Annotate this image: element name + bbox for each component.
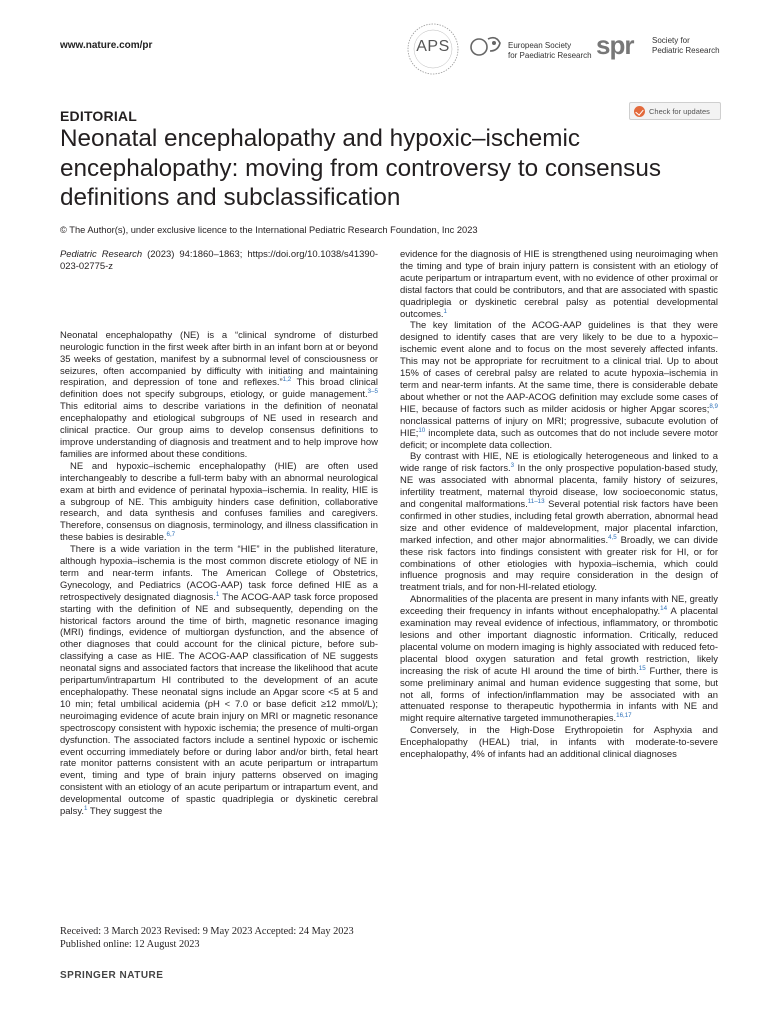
espr-logo-icon bbox=[468, 30, 506, 62]
paragraph: By contrast with HIE, NE is etiologically heterogeneous and linked to a wide range of risk factors.$^3$ In the only prospective population-based study, NE was associated with abnormal placenta, family history of seizures, infertility treatment, maternal thyroid disease, low socioeconomic status, and congenital malformations.$^{11-13}$ Several potential risk factors have been confirmed in other studies, including fetal growth aberration, abnormal head size and other evidence of maldevelopment, major placental infarction, marked infection, and other major abnormalities.$^{4,5}$ Broadly, we can divide these risk factors into findings consistent with greater risk for HI, or for combinations of other etiologies with hypoxia–ischemia, which could influence prognosis and may require consideration in the design of treatment trials, and for non-HI-related etiology. bbox=[400, 451, 719, 594]
espr-logo-text bbox=[508, 41, 592, 60]
article-type-label: EDITORIAL bbox=[60, 108, 137, 124]
received-revised-accepted: Received: 3 March 2023 Revised: 9 May 2023 Accepted: 24 May 2023 bbox=[60, 926, 354, 937]
reference-link[interactable]: 10 bbox=[418, 426, 426, 434]
publication-dates bbox=[60, 926, 354, 951]
aps-logo bbox=[406, 22, 460, 76]
reference-link[interactable]: 16,17 bbox=[616, 712, 632, 720]
reference-link[interactable]: 3–5 bbox=[367, 388, 378, 396]
reference-link[interactable]: 8,9 bbox=[709, 402, 718, 410]
article-citation[interactable] bbox=[60, 249, 378, 273]
paragraph: Conversely, in the High-Dose Erythropoietin for Asphyxia and Encephalopathy (HEAL) trial, in infants with moderate-to-severe encephalopathy, 4% of infants had an additional clinical diagnoses bbox=[400, 725, 718, 761]
reference-link[interactable]: 1,2 bbox=[282, 376, 292, 384]
reference-link[interactable]: 1 bbox=[215, 590, 220, 598]
spr-logo-mark: spr bbox=[596, 30, 634, 60]
aps-logo-text: APS bbox=[416, 38, 450, 55]
paragraph: Neonatal encephalopathy (NE) is a “clinical syndrome of disturbed neurologic function in the first week after birth in an infant born at or beyond 35 weeks of gestation, manifest by a subnormal level of consciousness or seizures, often accompanied by difficulty with initiating and maintaining respiration, and depression of tone and reflexes.”$^{1,2}$ This broad clinical definition does not specify subgroups, etiology, or guide management.$^{3-5}$ This editorial aims to describe variations in the definition of neonatal encephalopathy and etiological subgroups of NE used in research and clinical practice. Our group aims to develop consensus definitions to improve understanding of diagnosis and treatment and to help improve how families are informed about these conditions. bbox=[60, 329, 378, 460]
publisher-logo: SPRINGER NATURE bbox=[60, 970, 164, 981]
spr-line-2: Pediatric Research bbox=[652, 45, 720, 55]
citation-details: (2023) 94:1860–1863; https://doi.org/10.1038/s41390-023-02775-z bbox=[60, 249, 378, 272]
reference-link[interactable]: 14 bbox=[660, 605, 668, 613]
published-online: Published online: 12 August 2023 bbox=[60, 938, 200, 950]
paragraph: There is a wide variation in the term “HIE” in the published literature, although hypoxia–ischemia is the most common discrete etiology of NE in term and near-term infants. The American College of Obstetrics, Gynecology, and Pediatrics (ACOG-AAP) task force defined HIE as a retrospectively designated diagnosis.$^1$ The ACOG-AAP task force proposed starting with the definition of NE and subsequently, depending on the historical factors around the time of birth, magnetic resonance imaging (MRI) findings, evidence of multiorgan dysfunction, and the absence of other diagnoses that could account for the clinical picture, before sub-classifying a case as HIE. The ACOG-AAP classification of NE suggests neonatal signs and associated factors that increase the likelihood that acute peripartum/intrapartum HI contributed to the development of an acute encephalopathy. These neonatal signs include an Apgar score <5 at 5 and 10 min; fetal umbilical acidemia (pH < 7.0 or base deficit ≥12 mmol/L); neuroimaging evidence of acute brain injury on MRI or magnetic resonance spectroscopy consistent with hypoxic ischemia; the presence of multi-organ dysfunction. The associated factors include a sentinel hypoxic or ischemic event occurring immediately before or during labor and/or birth, fetal heart rate monitor patterns consistent with an acute peripartum or intrapartum event, timing and type of brain injury patterns observed on imaging consistent with an etiology of an acute peripartum or intrapartum event, and developmental outcome of spastic quadriplegia or dyskinetic cerebral palsy.$^1$ They suggest the bbox=[60, 544, 378, 818]
reference-link[interactable]: 6,7 bbox=[166, 531, 176, 539]
spr-logo-text bbox=[652, 36, 720, 55]
paragraph: evidence for the diagnosis of HIE is strengthened using neuroimaging when the timing and type of brain injury pattern is consistent with an etiology of acute peripartum or intrapartum event, with no evidence of other proximal or distal factors that could be contributors, and that are associated with spastic quadriplegia or dyskinetic cerebral palsy as potential developmental outcomes.$^1$ bbox=[400, 249, 718, 320]
society-logos bbox=[398, 20, 728, 78]
paragraph: Abnormalities of the placenta are present in many infants with NE, greatly exceeding their frequency in infants without encephalopathy.$^{14}$ A placental examination may reveal evidence of infectious, inflammatory, or thrombotic lesions and other important diagnostic information. Critically, reduced placental volume on modern imaging is highly associated with reduced feto-placental blood oxygen saturation and fetal growth restriction, likely increasing the risk of acute HI around the time of birth.$^{15}$ Further, there is some preliminary animal and human evidence suggesting that some, but not all, forms of infection/inflammation may be associated with an attenuated response to therapeutic hypothermia in infants with NE and might require alternative targeted immunotherapies.$^{16,17}$ bbox=[400, 594, 718, 725]
reference-link[interactable]: 15 bbox=[638, 664, 646, 672]
paragraph: The key limitation of the ACOG-AAP guidelines is that they were designed to identify cases that are very likely to be due to a hypoxic–ischemic event alone and to focus on the most severely affected infants. This may not be appropriate for recruitment to a clinical trial. Up to about 15% of cases of cerebral palsy are related to acute hypoxia–ischemia in term and near-term infants. At the same time, there is considerable debate about whether or not the AAP-ACOG definition may exclude some cases of HIE, because of factors such as milder acidosis or higher Apgar scores;$^{8,9}$ nonclassical patterns of injury on MRI; progressive, subacute evolution of HIE;$^{10}$ incomplete data, such as outcomes that do not include severe motor deficit; or incomplete data collection. bbox=[400, 320, 718, 451]
article-title: Neonatal encephalopathy and hypoxic–ischemic encephalopathy: moving from controversy to consensus definitions and subclassification bbox=[60, 125, 661, 211]
paragraph: NE and hypoxic–ischemic encephalopathy (HIE) are often used interchangeably to describe a full-term baby with an abnormal neurological exam at birth and evidence of perinatal hypoxia–ischemia. In reality, HIE is a subgroup of NE. This ambiguity hinders case definition, collaborative research, and data synthesis and confuses families and caregivers. Therefore, consensus on diagnosis, terminology, and illness classification in these babies is desirable.$^{6,7}$ bbox=[60, 460, 378, 544]
copyright-notice: © The Author(s), under exclusive licence to the International Pediatric Research Foundation, Inc 2023 bbox=[60, 225, 478, 235]
reference-link[interactable]: 1 bbox=[83, 805, 88, 813]
check-updates-label: Check for updates bbox=[649, 106, 710, 116]
espr-line-1: European Society bbox=[508, 41, 572, 50]
check-for-updates-button[interactable] bbox=[629, 102, 721, 120]
espr-line-2: for Paediatric Research bbox=[508, 50, 592, 60]
reference-link[interactable]: 4,5 bbox=[608, 533, 617, 541]
check-updates-icon bbox=[634, 106, 645, 117]
right-column bbox=[400, 249, 718, 761]
reference-link[interactable]: 11–13 bbox=[527, 498, 545, 506]
left-column bbox=[60, 249, 378, 818]
reference-link[interactable]: 1 bbox=[443, 307, 447, 315]
spr-line-1: Society for bbox=[652, 36, 690, 45]
citation-journal: Pediatric Research bbox=[60, 249, 143, 260]
journal-url[interactable]: www.nature.com/pr bbox=[60, 40, 153, 51]
reference-link[interactable]: 3 bbox=[510, 462, 515, 470]
